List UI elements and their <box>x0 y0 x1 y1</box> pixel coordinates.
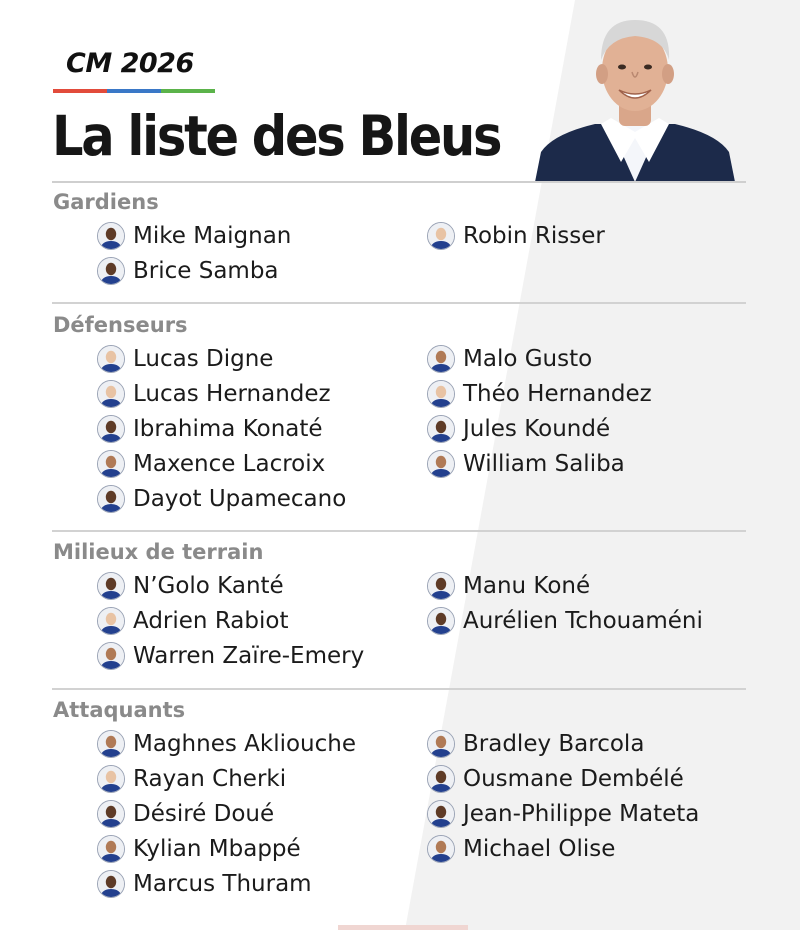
player-name: Brice Samba <box>133 258 279 284</box>
player-name: Marcus Thuram <box>133 871 312 897</box>
player-avatar-icon <box>97 485 125 513</box>
player-name: Rayan Cherki <box>133 766 287 792</box>
coach-portrait <box>535 12 735 182</box>
player-name: Maxence Lacroix <box>133 451 326 477</box>
player-name: Dayot Upamecano <box>133 486 347 512</box>
player-avatar-icon <box>427 765 455 793</box>
player-item <box>97 413 323 445</box>
player-avatar-icon <box>427 800 455 828</box>
player-name: Michael Olise <box>463 836 616 862</box>
player-name: Manu Koné <box>463 573 591 599</box>
player-name: Aurélien Tchouaméni <box>463 608 703 634</box>
player-item <box>97 448 325 480</box>
player-avatar-icon <box>97 345 125 373</box>
player-name: Ousmane Dembélé <box>463 766 684 792</box>
player-avatar-icon <box>97 835 125 863</box>
player-name: Mike Maignan <box>133 223 292 249</box>
player-avatar-icon <box>97 450 125 478</box>
player-avatar-icon <box>427 380 455 408</box>
player-avatar-icon <box>427 835 455 863</box>
player-name: Maghnes Akliouche <box>133 731 356 757</box>
section-title: Gardiens <box>53 190 159 214</box>
player-item <box>427 413 610 445</box>
player-name: Robin Risser <box>463 223 605 249</box>
player-item <box>97 798 274 830</box>
player-avatar-icon <box>427 572 455 600</box>
player-item <box>97 868 312 900</box>
section-title: Attaquants <box>53 698 186 722</box>
player-name: Ibrahima Konaté <box>133 416 323 442</box>
player-avatar-icon <box>97 765 125 793</box>
player-avatar-icon <box>97 642 125 670</box>
player-name: Jean-Philippe Mateta <box>463 801 700 827</box>
player-avatar-icon <box>97 607 125 635</box>
section-divider <box>52 302 746 304</box>
player-avatar-icon <box>97 222 125 250</box>
player-item <box>427 343 592 375</box>
footer-logo-fragment <box>338 922 468 930</box>
player-name: Malo Gusto <box>463 346 593 372</box>
player-name: Adrien Rabiot <box>133 608 289 634</box>
player-avatar-icon <box>427 415 455 443</box>
tricolor-green <box>161 89 215 93</box>
player-item <box>427 570 590 602</box>
player-name: Jules Koundé <box>463 416 611 442</box>
player-item <box>97 220 291 252</box>
player-item <box>427 220 605 252</box>
player-item <box>427 728 644 760</box>
player-item <box>427 378 652 410</box>
player-item <box>427 833 615 865</box>
section-divider <box>52 530 746 532</box>
player-item <box>97 640 364 672</box>
player-name: Bradley Barcola <box>463 731 645 757</box>
player-item <box>427 448 625 480</box>
player-item <box>427 798 699 830</box>
player-item <box>97 728 356 760</box>
player-avatar-icon <box>97 380 125 408</box>
section-divider <box>52 688 746 690</box>
player-avatar-icon <box>427 345 455 373</box>
player-avatar-icon <box>97 415 125 443</box>
player-avatar-icon <box>97 257 125 285</box>
player-avatar-icon <box>427 450 455 478</box>
player-avatar-icon <box>97 730 125 758</box>
player-name: N’Golo Kanté <box>133 573 284 599</box>
section-title: Milieux de terrain <box>53 540 264 564</box>
player-name: Kylian Mbappé <box>133 836 301 862</box>
tricolor-underline <box>53 89 215 93</box>
competition-kicker: CM 2026 <box>66 48 194 79</box>
player-name: William Saliba <box>463 451 625 477</box>
player-avatar-icon <box>97 870 125 898</box>
player-item <box>97 343 273 375</box>
player-item <box>97 833 301 865</box>
player-item <box>97 763 286 795</box>
player-item <box>97 605 288 637</box>
player-avatar-icon <box>427 222 455 250</box>
player-name: Théo Hernandez <box>463 381 652 407</box>
player-item <box>97 255 279 287</box>
section-title: Défenseurs <box>53 313 188 337</box>
player-name: Lucas Hernandez <box>133 381 331 407</box>
player-avatar-icon <box>97 800 125 828</box>
player-item <box>97 483 346 515</box>
player-avatar-icon <box>97 572 125 600</box>
player-item <box>97 378 331 410</box>
player-avatar-icon <box>427 607 455 635</box>
tricolor-blue <box>107 89 161 93</box>
page-title: La liste des Bleus <box>52 104 501 168</box>
player-name: Warren Zaïre-Emery <box>133 643 365 669</box>
player-name: Désiré Doué <box>133 801 275 827</box>
header-divider <box>52 181 746 183</box>
player-name: Lucas Digne <box>133 346 274 372</box>
header <box>0 0 800 185</box>
tricolor-red <box>53 89 107 93</box>
player-avatar-icon <box>427 730 455 758</box>
player-item <box>427 605 703 637</box>
player-item <box>427 763 684 795</box>
player-item <box>97 570 284 602</box>
